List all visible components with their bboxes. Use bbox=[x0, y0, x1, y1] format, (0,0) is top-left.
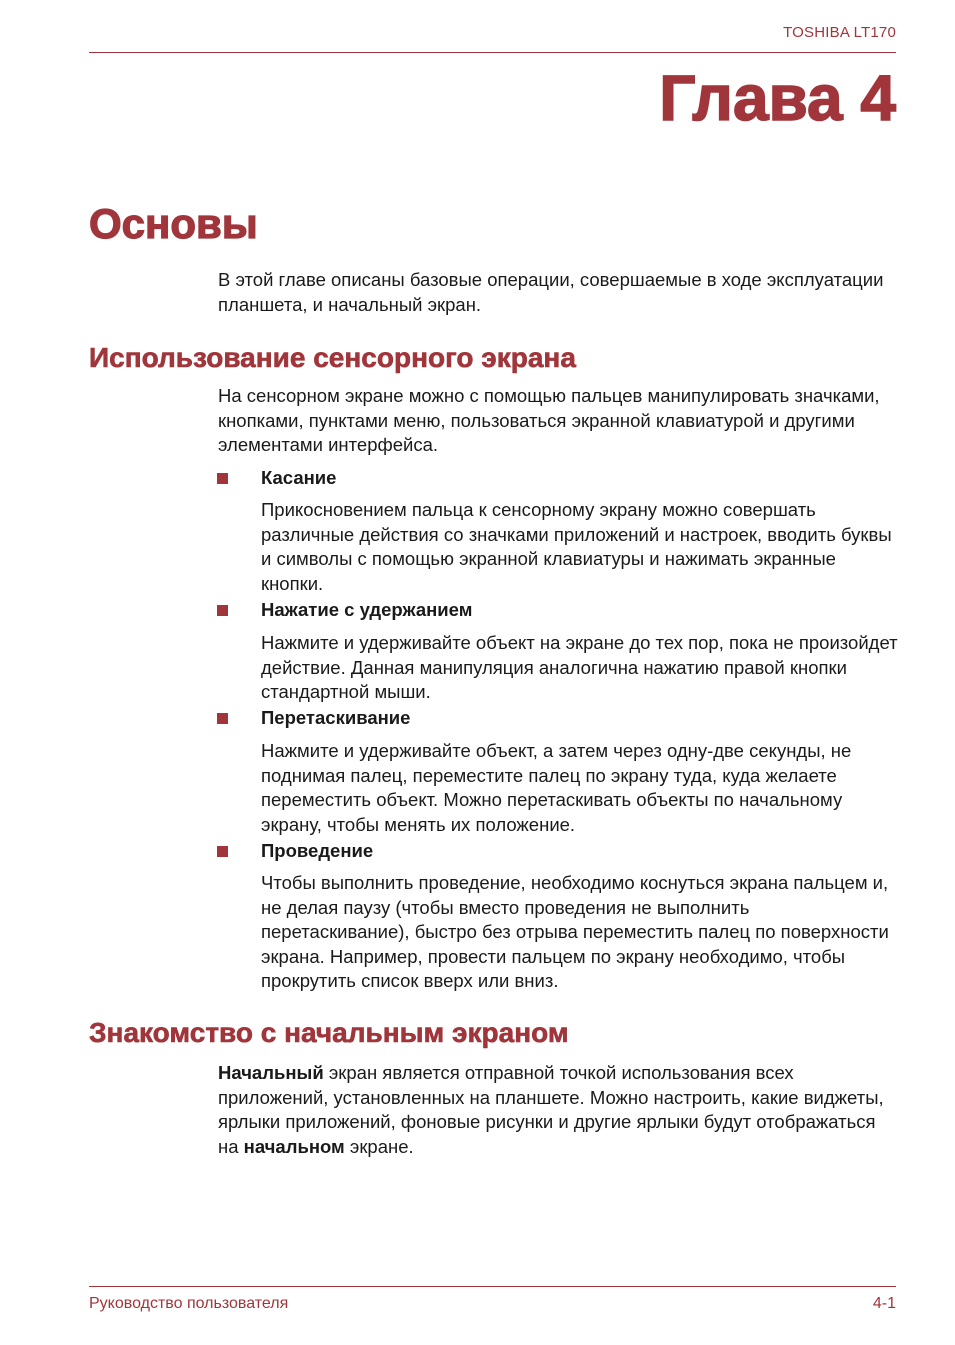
home-intro bbox=[218, 1061, 898, 1159]
bullet-text: Чтобы выполнить проведение, необходимо коснуться экрана пальцем и, не делая паузу (чтобы вместо проведения не выполнить перетаскивание), быстро без отрыва переместить палец по поверхности экрана. Например, провести пальцем по экрану необходимо, чтобы прокрутить список вверх или вниз. bbox=[261, 872, 889, 991]
bullet-text: Нажмите и удерживайте объект, а затем через одну-две секунды, не поднимая палец, переместите палец по экрану туда, куда желаете переместить объект. Можно перетаскивать объекты по начальному экрану, чтобы менять их положение. bbox=[261, 740, 852, 835]
footer-rule bbox=[89, 1286, 896, 1287]
footer-manual-title: Руководство пользователя bbox=[89, 1295, 289, 1312]
bullet-text: Прикосновением пальца к сенсорному экрану можно совершать различные действия со значками приложений и настроек, вводить буквы и символы с помощью экранной клавиатуры и нажимать экранные кнопки. bbox=[261, 499, 892, 594]
bullet-square-icon bbox=[217, 713, 228, 724]
home-bold-2: начальном bbox=[243, 1135, 345, 1157]
bullet-square-icon bbox=[217, 473, 228, 484]
bullet-tap bbox=[217, 466, 336, 490]
touch-intro: На сенсорном экране можно с помощью пальцев манипулировать значками, кнопками, пунктами меню, пользоваться экранной клавиатурой и другими элементами интерфейса. bbox=[218, 385, 880, 455]
bullet-label: Касание bbox=[261, 467, 337, 488]
section-title: Основы bbox=[89, 200, 258, 247]
touch-section-title: Использование сенсорного экрана bbox=[89, 342, 576, 373]
footer-page-number: 4-1 bbox=[872, 1295, 896, 1312]
bullet-swipe bbox=[217, 839, 373, 863]
home-text-2: экране. bbox=[344, 1135, 414, 1157]
header-brand: TOSHIBA LT170 bbox=[783, 24, 896, 41]
bullet-label: Нажатие с удержанием bbox=[261, 599, 473, 620]
bullet-square-icon bbox=[217, 605, 228, 616]
bullet-label: Перетаскивание bbox=[261, 707, 411, 728]
header-rule bbox=[89, 52, 896, 53]
home-bold-1: Начальный bbox=[218, 1062, 324, 1083]
section-intro: В этой главе описаны базовые операции, совершаемые в ходе эксплуатации планшета, и начальный экран. bbox=[218, 269, 884, 315]
bullet-long-press bbox=[217, 598, 472, 622]
bullet-label: Проведение bbox=[261, 840, 374, 861]
chapter-title: Глава 4 bbox=[659, 62, 896, 134]
bullet-text: Нажмите и удерживайте объект на экране до тех пор, пока не произойдет действие. Данная манипуляция аналогична нажатию правой кнопки стандартной мыши. bbox=[261, 632, 898, 702]
home-text-1: экран является отправной точкой использования всех приложений, установленных на планшете. Можно настроить, какие виджеты, ярлыки приложений, фоновые рисунки и другие ярлыки будут отображаться на bbox=[218, 1062, 884, 1157]
bullet-drag bbox=[217, 706, 410, 730]
home-section-title: Знакомство с начальным экраном bbox=[89, 1017, 569, 1048]
bullet-square-icon bbox=[217, 846, 228, 857]
